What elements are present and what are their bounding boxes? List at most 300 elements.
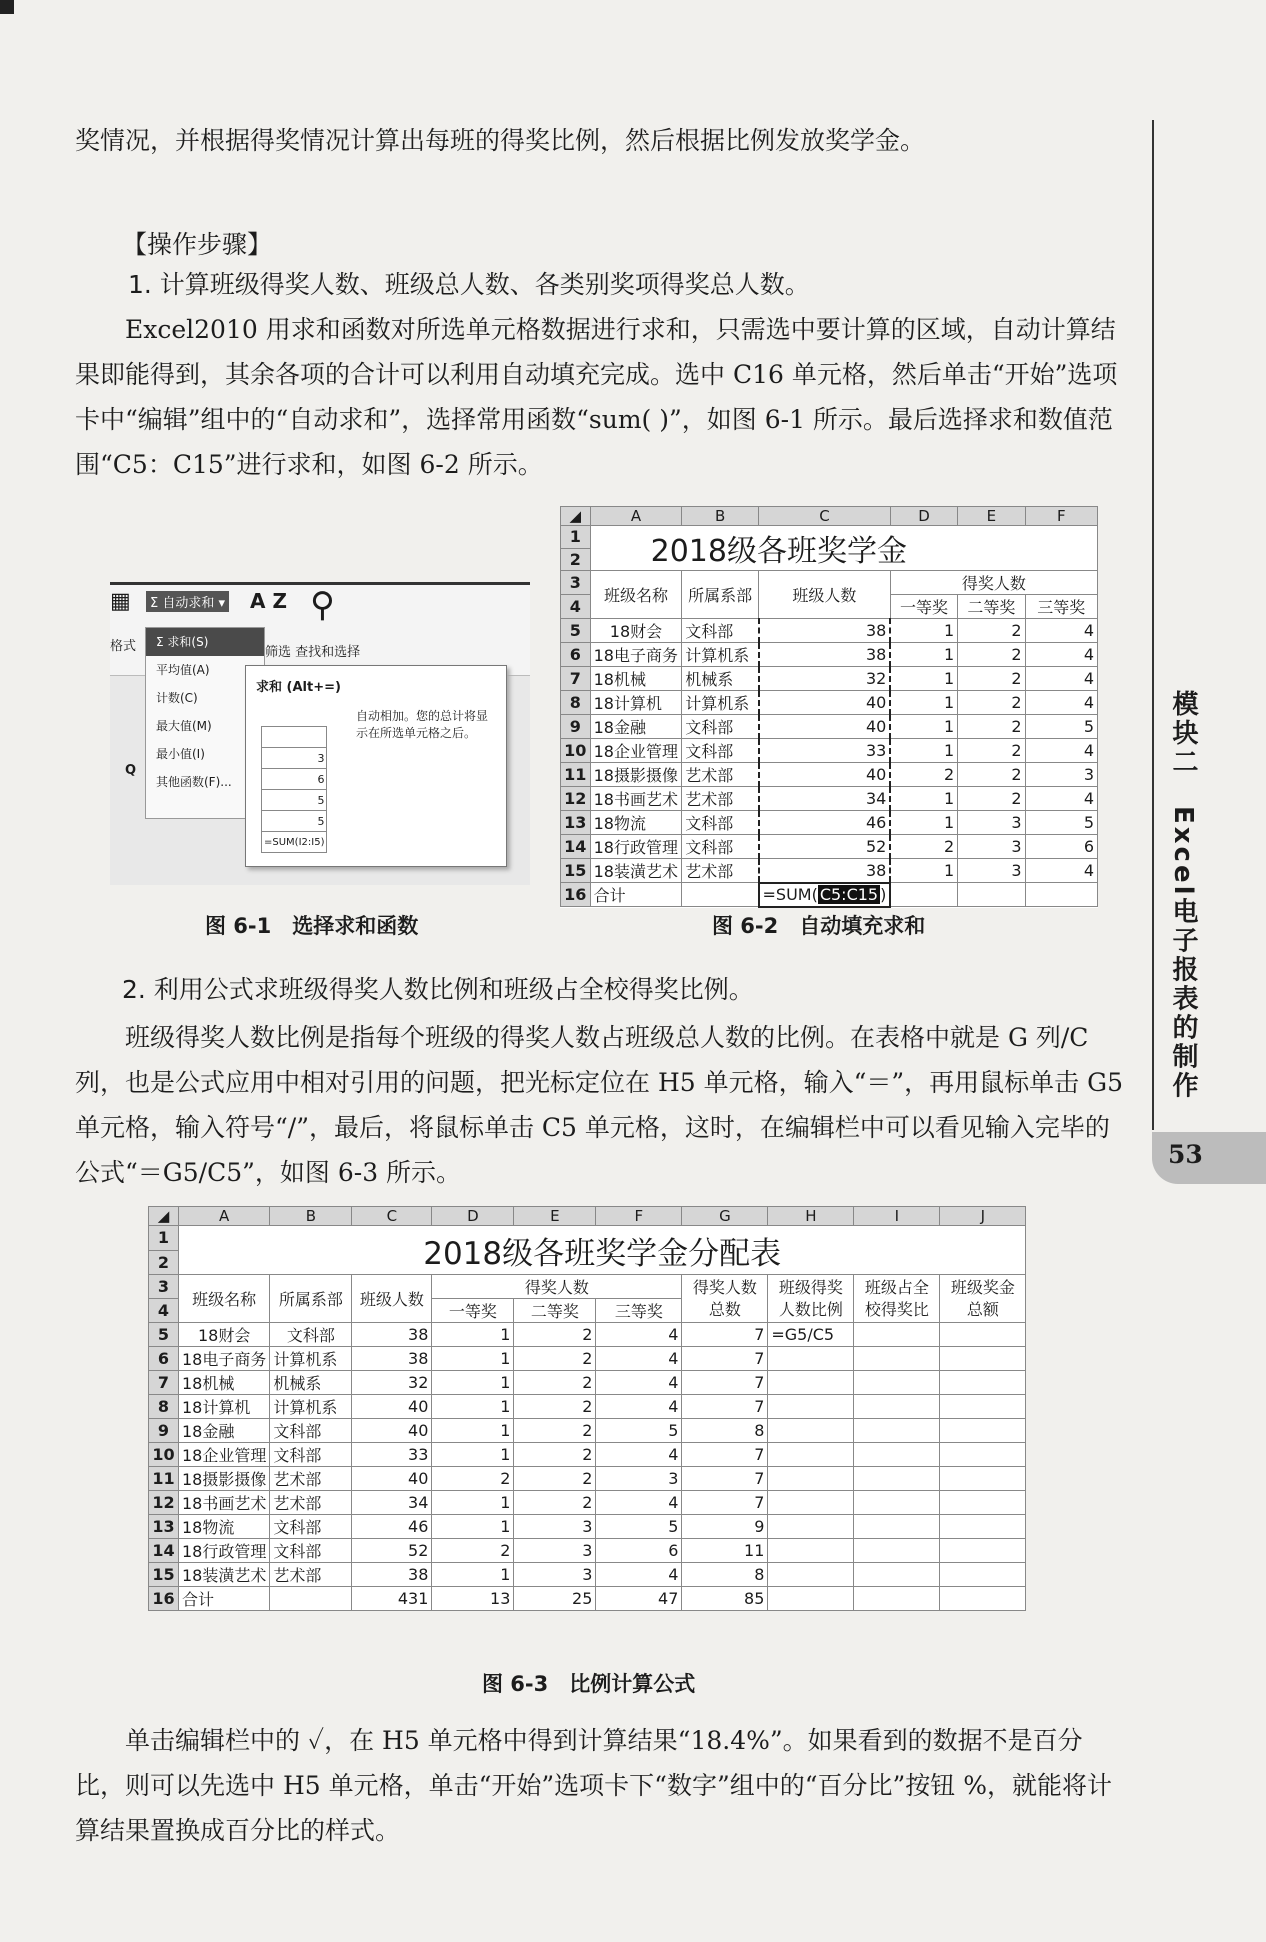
- row-number[interactable]: 7: [561, 667, 591, 691]
- cell-empty[interactable]: [854, 1587, 940, 1611]
- cell-third[interactable]: 4: [1025, 643, 1097, 667]
- cell-dept[interactable]: 艺术部: [270, 1563, 352, 1587]
- cell-count[interactable]: 40: [759, 763, 891, 787]
- header-ratio[interactable]: 班级得奖人数比例: [768, 1275, 854, 1323]
- cell-dept[interactable]: 艺术部: [682, 787, 759, 811]
- cell-count[interactable]: 40: [352, 1395, 432, 1419]
- cell-empty[interactable]: [940, 1515, 1026, 1539]
- closing-body: 单击编辑栏中的 ✓，在 H5 单元格中得到计算结果“18.4%”。如果看到的数据不是百分比，则可以先选中 H5 单元格，单击“开始”选项卡下“数字”组中的“百分比”按钮 %，就能将计算结果置换成百分比的样式。: [75, 1726, 1112, 1845]
- cell-empty[interactable]: [768, 1443, 854, 1467]
- column-header[interactable]: D: [890, 507, 957, 526]
- cell-total[interactable]: 7: [682, 1347, 768, 1371]
- cell-class[interactable]: 18企业管理: [179, 1443, 270, 1467]
- cell-dept[interactable]: 艺术部: [682, 763, 759, 787]
- cell-third[interactable]: 5: [596, 1419, 682, 1443]
- cell-empty[interactable]: [768, 1587, 854, 1611]
- cell-second[interactable]: 2: [958, 715, 1025, 739]
- total-row: [149, 1587, 1026, 1611]
- row-number[interactable]: 12: [561, 787, 591, 811]
- cell-first[interactable]: 1: [432, 1371, 514, 1395]
- cell-empty[interactable]: [854, 1467, 940, 1491]
- cell-third[interactable]: 4: [1025, 739, 1097, 763]
- header-award[interactable]: 得奖人数: [890, 571, 1097, 595]
- cell-total[interactable]: 7: [682, 1467, 768, 1491]
- cell-class[interactable]: 18摄影摄像: [179, 1467, 270, 1491]
- row-number[interactable]: 1: [561, 526, 591, 549]
- column-header[interactable]: E: [514, 1207, 596, 1226]
- cell-empty[interactable]: [940, 1467, 1026, 1491]
- column-header[interactable]: D: [432, 1207, 514, 1226]
- cell-class[interactable]: 18机械: [590, 667, 682, 691]
- cell-empty[interactable]: [940, 1395, 1026, 1419]
- cell-class[interactable]: 18装潢艺术: [590, 859, 682, 883]
- table-row: [149, 1539, 1026, 1563]
- cell-empty[interactable]: [854, 1347, 940, 1371]
- cell-count[interactable]: 46: [352, 1515, 432, 1539]
- cell-class[interactable]: 18物流: [590, 811, 682, 835]
- cell-empty[interactable]: [854, 1515, 940, 1539]
- cell-total[interactable]: 7: [682, 1395, 768, 1419]
- cell-empty[interactable]: [768, 1563, 854, 1587]
- row-number[interactable]: 2: [149, 1250, 179, 1275]
- cell-class[interactable]: 18金融: [590, 715, 682, 739]
- cell-third[interactable]: 6: [596, 1539, 682, 1563]
- cell-second[interactable]: 2: [514, 1491, 596, 1515]
- cell-third[interactable]: 3: [596, 1467, 682, 1491]
- cell-dept[interactable]: 文科部: [270, 1515, 352, 1539]
- cell-dept[interactable]: 计算机系: [270, 1395, 352, 1419]
- cell-second[interactable]: 2: [958, 691, 1025, 715]
- row-number[interactable]: 10: [149, 1443, 179, 1467]
- format-grid-icon: ▦: [110, 589, 131, 614]
- row-number[interactable]: 12: [149, 1491, 179, 1515]
- cell-empty[interactable]: [958, 883, 1025, 907]
- column-header[interactable]: A: [179, 1207, 270, 1226]
- sheet-title[interactable]: 2018级各班奖学金分配表: [179, 1226, 1026, 1275]
- cell-third[interactable]: 5: [1025, 715, 1097, 739]
- cell-empty[interactable]: [682, 883, 759, 907]
- cell-second[interactable]: 2: [514, 1467, 596, 1491]
- cell-total[interactable]: 7: [682, 1323, 768, 1347]
- cell-first[interactable]: 2: [432, 1539, 514, 1563]
- column-header[interactable]: C: [352, 1207, 432, 1226]
- row-number[interactable]: 3: [561, 571, 591, 595]
- table-row: [149, 1491, 1026, 1515]
- menu-item-more-functions[interactable]: 其他函数(F)...: [156, 775, 232, 789]
- format-label: 格式: [110, 639, 137, 654]
- menu-item-min[interactable]: 最小值(I): [156, 747, 205, 761]
- row-number[interactable]: 8: [149, 1395, 179, 1419]
- cell-count[interactable]: 38: [759, 859, 891, 883]
- cell-class[interactable]: 18金融: [179, 1419, 270, 1443]
- row-number[interactable]: 4: [149, 1299, 179, 1323]
- row-number[interactable]: 14: [149, 1539, 179, 1563]
- cell-count[interactable]: 46: [759, 811, 891, 835]
- row-number[interactable]: 7: [149, 1371, 179, 1395]
- cell-third[interactable]: 4: [596, 1347, 682, 1371]
- cell-class[interactable]: 18财会: [179, 1323, 270, 1347]
- header-dept[interactable]: 所属系部: [682, 571, 759, 619]
- header-money[interactable]: 班级奖金总额: [940, 1275, 1026, 1323]
- cell-second[interactable]: 3: [958, 811, 1025, 835]
- step2-title: 2. 利用公式求班级得奖人数比例和班级占全校得奖比例。: [122, 975, 754, 1004]
- cell-first[interactable]: 1: [890, 739, 957, 763]
- cell-first[interactable]: 1: [890, 859, 957, 883]
- table-row: [561, 715, 1098, 739]
- cell-first[interactable]: 2: [890, 763, 957, 787]
- cell-count[interactable]: 38: [759, 619, 891, 643]
- cell-second[interactable]: 2: [958, 763, 1025, 787]
- column-header[interactable]: H: [768, 1207, 854, 1226]
- cell-third[interactable]: 4: [596, 1323, 682, 1347]
- cell-first[interactable]: 1: [890, 619, 957, 643]
- cell-count[interactable]: 38: [352, 1563, 432, 1587]
- column-header[interactable]: E: [958, 507, 1025, 526]
- menu-item-max[interactable]: 最大值(M): [156, 719, 212, 733]
- cell-count[interactable]: 52: [352, 1539, 432, 1563]
- cell-empty[interactable]: [940, 1419, 1026, 1443]
- menu-item-average[interactable]: 平均值(A): [156, 663, 210, 677]
- column-header[interactable]: G: [682, 1207, 768, 1226]
- cell-second[interactable]: 3: [514, 1539, 596, 1563]
- cell-class[interactable]: 18财会: [590, 619, 682, 643]
- cell-second[interactable]: 3: [514, 1515, 596, 1539]
- row-number[interactable]: 15: [561, 859, 591, 883]
- cell-second[interactable]: 2: [958, 667, 1025, 691]
- cell-total-label[interactable]: 合计: [590, 883, 682, 907]
- header-award[interactable]: 得奖人数: [432, 1275, 682, 1299]
- column-header[interactable]: F: [596, 1207, 682, 1226]
- table-row: [149, 1323, 1026, 1347]
- cell-first[interactable]: 1: [890, 667, 957, 691]
- table-row: [149, 1347, 1026, 1371]
- sheet-title[interactable]: 2018级各班奖学金: [590, 526, 1097, 571]
- cell-count[interactable]: 38: [352, 1323, 432, 1347]
- mini-cell: 3: [262, 748, 327, 769]
- row-number[interactable]: 15: [149, 1563, 179, 1587]
- table-row: [149, 1395, 1026, 1419]
- table-row: [561, 667, 1098, 691]
- cell-empty[interactable]: [1025, 883, 1097, 907]
- header-second[interactable]: 二等奖: [958, 595, 1025, 619]
- cell-second[interactable]: 3: [958, 859, 1025, 883]
- column-header[interactable]: B: [682, 507, 759, 526]
- row-number[interactable]: 14: [561, 835, 591, 859]
- cell-third[interactable]: 4: [1025, 787, 1097, 811]
- cell-count[interactable]: 38: [759, 643, 891, 667]
- cell-third[interactable]: 4: [596, 1443, 682, 1467]
- cell-third[interactable]: 4: [1025, 859, 1097, 883]
- corner-cell[interactable]: ◢: [149, 1207, 179, 1226]
- header-third[interactable]: 三等奖: [596, 1299, 682, 1323]
- cell-third[interactable]: 3: [1025, 763, 1097, 787]
- row-number[interactable]: 10: [561, 739, 591, 763]
- cell-class[interactable]: 18电子商务: [590, 643, 682, 667]
- column-header[interactable]: A: [590, 507, 682, 526]
- table-row: [149, 1563, 1026, 1587]
- row-number[interactable]: 6: [149, 1347, 179, 1371]
- cell-second[interactable]: 2: [514, 1371, 596, 1395]
- cell-empty[interactable]: [940, 1587, 1026, 1611]
- cell-count[interactable]: 40: [759, 691, 891, 715]
- cell-empty[interactable]: [768, 1515, 854, 1539]
- cell-count[interactable]: 33: [759, 739, 891, 763]
- cell-second[interactable]: 2: [958, 739, 1025, 763]
- cell-second[interactable]: 3: [514, 1563, 596, 1587]
- table-row: [561, 691, 1098, 715]
- cell-total-first[interactable]: 13: [432, 1587, 514, 1611]
- cell-empty[interactable]: [854, 1323, 940, 1347]
- cell-total-awards[interactable]: 85: [682, 1587, 768, 1611]
- autosum-button[interactable]: Σ 自动求和 ▾: [146, 591, 229, 612]
- cell-count[interactable]: 40: [759, 715, 891, 739]
- row-number[interactable]: 13: [149, 1515, 179, 1539]
- cell-total[interactable]: 7: [682, 1491, 768, 1515]
- column-header[interactable]: J: [940, 1207, 1026, 1226]
- cell-count[interactable]: 34: [352, 1491, 432, 1515]
- cell-first[interactable]: 1: [890, 691, 957, 715]
- row-number[interactable]: 9: [561, 715, 591, 739]
- menu-item-count[interactable]: 计数(C): [156, 691, 198, 705]
- cell-count[interactable]: 34: [759, 787, 891, 811]
- cell-third[interactable]: 4: [596, 1395, 682, 1419]
- cell-second[interactable]: 2: [514, 1323, 596, 1347]
- cell-total[interactable]: 7: [682, 1371, 768, 1395]
- cell-first[interactable]: 1: [432, 1347, 514, 1371]
- cell-dept[interactable]: 机械系: [682, 667, 759, 691]
- cell-empty[interactable]: [854, 1443, 940, 1467]
- column-header[interactable]: C: [759, 507, 891, 526]
- cell-dept[interactable]: 文科部: [270, 1443, 352, 1467]
- cell-empty[interactable]: [768, 1467, 854, 1491]
- cell-class[interactable]: 18计算机: [590, 691, 682, 715]
- row-number[interactable]: 1: [149, 1226, 179, 1251]
- cell-first[interactable]: 1: [432, 1515, 514, 1539]
- cell-first[interactable]: 1: [432, 1323, 514, 1347]
- cell-third[interactable]: 4: [596, 1563, 682, 1587]
- cell-first[interactable]: 1: [432, 1491, 514, 1515]
- cell-first[interactable]: 1: [432, 1563, 514, 1587]
- cell-first[interactable]: 2: [890, 835, 957, 859]
- cell-third[interactable]: 4: [1025, 619, 1097, 643]
- cell-third[interactable]: 4: [1025, 691, 1097, 715]
- header-first[interactable]: 一等奖: [432, 1299, 514, 1323]
- header-count[interactable]: 班级人数: [352, 1275, 432, 1323]
- cell-second[interactable]: 2: [514, 1443, 596, 1467]
- cell-empty[interactable]: [768, 1419, 854, 1443]
- row-number[interactable]: 16: [561, 883, 591, 907]
- cell-third[interactable]: 4: [1025, 667, 1097, 691]
- sort-filter-label[interactable]: 筛选 查找和选择: [265, 645, 361, 660]
- cell-second[interactable]: 2: [958, 619, 1025, 643]
- table-row: [561, 811, 1098, 835]
- cell-second[interactable]: 2: [514, 1419, 596, 1443]
- cell-total[interactable]: 7: [682, 1443, 768, 1467]
- cell-class[interactable]: 18行政管理: [179, 1539, 270, 1563]
- cell-empty[interactable]: [768, 1395, 854, 1419]
- header-count[interactable]: 班级人数: [759, 571, 891, 619]
- cell-dept[interactable]: 文科部: [682, 835, 759, 859]
- cell-dept[interactable]: 计算机系: [682, 691, 759, 715]
- cell-first[interactable]: 1: [432, 1395, 514, 1419]
- cell-class[interactable]: 18物流: [179, 1515, 270, 1539]
- cell-empty[interactable]: [768, 1371, 854, 1395]
- cell-dept[interactable]: 艺术部: [270, 1491, 352, 1515]
- header-second[interactable]: 二等奖: [514, 1299, 596, 1323]
- cell-total[interactable]: 8: [682, 1419, 768, 1443]
- tooltip-title: 求和 (Alt+=): [256, 680, 341, 695]
- cell-empty[interactable]: [768, 1491, 854, 1515]
- cell-third[interactable]: 4: [596, 1371, 682, 1395]
- header-class[interactable]: 班级名称: [179, 1275, 270, 1323]
- cell-dept[interactable]: 计算机系: [682, 643, 759, 667]
- row-number[interactable]: 11: [561, 763, 591, 787]
- cell-third[interactable]: 5: [596, 1515, 682, 1539]
- cell-empty[interactable]: [940, 1323, 1026, 1347]
- sheet-6-3: [148, 1206, 1026, 1611]
- cell-dept[interactable]: 文科部: [270, 1323, 352, 1347]
- header-third[interactable]: 三等奖: [1025, 595, 1097, 619]
- cell-class[interactable]: 18书画艺术: [179, 1491, 270, 1515]
- row-number[interactable]: 3: [149, 1275, 179, 1299]
- cell-dept[interactable]: 计算机系: [270, 1347, 352, 1371]
- magnifier-icon[interactable]: ⚲: [310, 585, 335, 625]
- cell-class[interactable]: 18电子商务: [179, 1347, 270, 1371]
- row-number[interactable]: 8: [561, 691, 591, 715]
- cell-second[interactable]: 2: [958, 787, 1025, 811]
- cell-count[interactable]: 38: [352, 1347, 432, 1371]
- column-header[interactable]: F: [1025, 507, 1097, 526]
- row-number[interactable]: 4: [561, 595, 591, 619]
- cell-first[interactable]: 1: [890, 811, 957, 835]
- cell-class[interactable]: 18摄影摄像: [590, 763, 682, 787]
- cell-empty[interactable]: [854, 1419, 940, 1443]
- cell-count[interactable]: 40: [352, 1419, 432, 1443]
- header-first[interactable]: 一等奖: [890, 595, 957, 619]
- cell-class[interactable]: 18装潢艺术: [179, 1563, 270, 1587]
- cell-total-count[interactable]: 431: [352, 1587, 432, 1611]
- cell-empty[interactable]: [854, 1395, 940, 1419]
- cell-class[interactable]: 18机械: [179, 1371, 270, 1395]
- column-header[interactable]: I: [854, 1207, 940, 1226]
- cell-class[interactable]: 18计算机: [179, 1395, 270, 1419]
- cell-first[interactable]: 1: [432, 1419, 514, 1443]
- cell-count[interactable]: 33: [352, 1443, 432, 1467]
- cell-total[interactable]: 9: [682, 1515, 768, 1539]
- cell-count[interactable]: 32: [352, 1371, 432, 1395]
- cell-total-second[interactable]: 25: [514, 1587, 596, 1611]
- cell-dept[interactable]: 文科部: [682, 715, 759, 739]
- cell-total-third[interactable]: 47: [596, 1587, 682, 1611]
- cell-empty[interactable]: [940, 1563, 1026, 1587]
- header-class[interactable]: 班级名称: [590, 571, 682, 619]
- sum-formula-text: =SUM(: [762, 885, 818, 904]
- column-header[interactable]: B: [270, 1207, 352, 1226]
- cell-second[interactable]: 2: [958, 643, 1025, 667]
- cell-label-q: Q: [125, 763, 137, 778]
- sort-icon[interactable]: A Z: [250, 589, 287, 613]
- cell-empty[interactable]: [940, 1347, 1026, 1371]
- cell-empty[interactable]: [940, 1539, 1026, 1563]
- row-number[interactable]: 16: [149, 1587, 179, 1611]
- row-number[interactable]: 2: [561, 548, 591, 571]
- cell-third[interactable]: 4: [596, 1491, 682, 1515]
- figure-6-1-caption: 图 6-1 选择求和函数: [205, 914, 419, 938]
- cell-dept[interactable]: 文科部: [682, 619, 759, 643]
- cell-empty[interactable]: [768, 1347, 854, 1371]
- formula-cell-h5[interactable]: =G5/C5: [768, 1323, 854, 1347]
- cell-dept[interactable]: 文科部: [682, 739, 759, 763]
- menu-item-sum[interactable]: Σ 求和(S): [146, 628, 264, 656]
- page-corner-mark: [0, 0, 14, 14]
- header-dept[interactable]: 所属系部: [270, 1275, 352, 1323]
- cell-empty[interactable]: [768, 1539, 854, 1563]
- row-number[interactable]: 11: [149, 1467, 179, 1491]
- cell-class[interactable]: 18书画艺术: [590, 787, 682, 811]
- cell-dept[interactable]: 机械系: [270, 1371, 352, 1395]
- cell-third[interactable]: 5: [1025, 811, 1097, 835]
- cell-dept[interactable]: 艺术部: [270, 1467, 352, 1491]
- cell-empty[interactable]: [940, 1371, 1026, 1395]
- row-number[interactable]: 5: [561, 619, 591, 643]
- cell-first[interactable]: 2: [432, 1467, 514, 1491]
- cell-dept[interactable]: 文科部: [270, 1539, 352, 1563]
- cell-empty[interactable]: [890, 883, 957, 907]
- cell-empty[interactable]: [854, 1539, 940, 1563]
- row-number[interactable]: 5: [149, 1323, 179, 1347]
- cell-first[interactable]: 1: [890, 715, 957, 739]
- module-side-title: 模块二 Excel电子报表的制作: [1168, 690, 1198, 1101]
- cell-second[interactable]: 2: [514, 1347, 596, 1371]
- figure-6-3-caption: 图 6-3 比例计算公式: [482, 1672, 696, 1696]
- cell-count[interactable]: 40: [352, 1467, 432, 1491]
- row-number[interactable]: 6: [561, 643, 591, 667]
- cell-count[interactable]: 32: [759, 667, 891, 691]
- cell-empty[interactable]: [854, 1491, 940, 1515]
- cell-empty[interactable]: [940, 1443, 1026, 1467]
- cell-empty[interactable]: [854, 1563, 940, 1587]
- cell-dept[interactable]: 艺术部: [682, 859, 759, 883]
- table-row: [561, 643, 1098, 667]
- cell-class[interactable]: 18企业管理: [590, 739, 682, 763]
- total-row: [561, 883, 1098, 907]
- corner-cell[interactable]: ◢: [561, 507, 591, 526]
- cell-third[interactable]: 6: [1025, 835, 1097, 859]
- cell-dept[interactable]: 文科部: [682, 811, 759, 835]
- cell-second[interactable]: 2: [514, 1395, 596, 1419]
- sum-formula-cell[interactable]: [759, 883, 891, 907]
- cell-empty[interactable]: [270, 1587, 352, 1611]
- cell-class[interactable]: 18行政管理: [590, 835, 682, 859]
- margin-rule: [1152, 120, 1154, 1130]
- cell-empty[interactable]: [854, 1371, 940, 1395]
- header-total[interactable]: 得奖人数总数: [682, 1275, 768, 1323]
- cell-dept[interactable]: 文科部: [270, 1419, 352, 1443]
- cell-first[interactable]: 1: [432, 1443, 514, 1467]
- cell-empty[interactable]: [940, 1491, 1026, 1515]
- header-school-ratio[interactable]: 班级占全校得奖比: [854, 1275, 940, 1323]
- cell-first[interactable]: 1: [890, 643, 957, 667]
- cell-first[interactable]: 1: [890, 787, 957, 811]
- cell-second[interactable]: 3: [958, 835, 1025, 859]
- cell-total[interactable]: 11: [682, 1539, 768, 1563]
- row-number[interactable]: 13: [561, 811, 591, 835]
- cell-count[interactable]: 52: [759, 835, 891, 859]
- cell-total-label[interactable]: 合计: [179, 1587, 270, 1611]
- table-row: [149, 1419, 1026, 1443]
- cell-total[interactable]: 8: [682, 1563, 768, 1587]
- row-number[interactable]: 9: [149, 1419, 179, 1443]
